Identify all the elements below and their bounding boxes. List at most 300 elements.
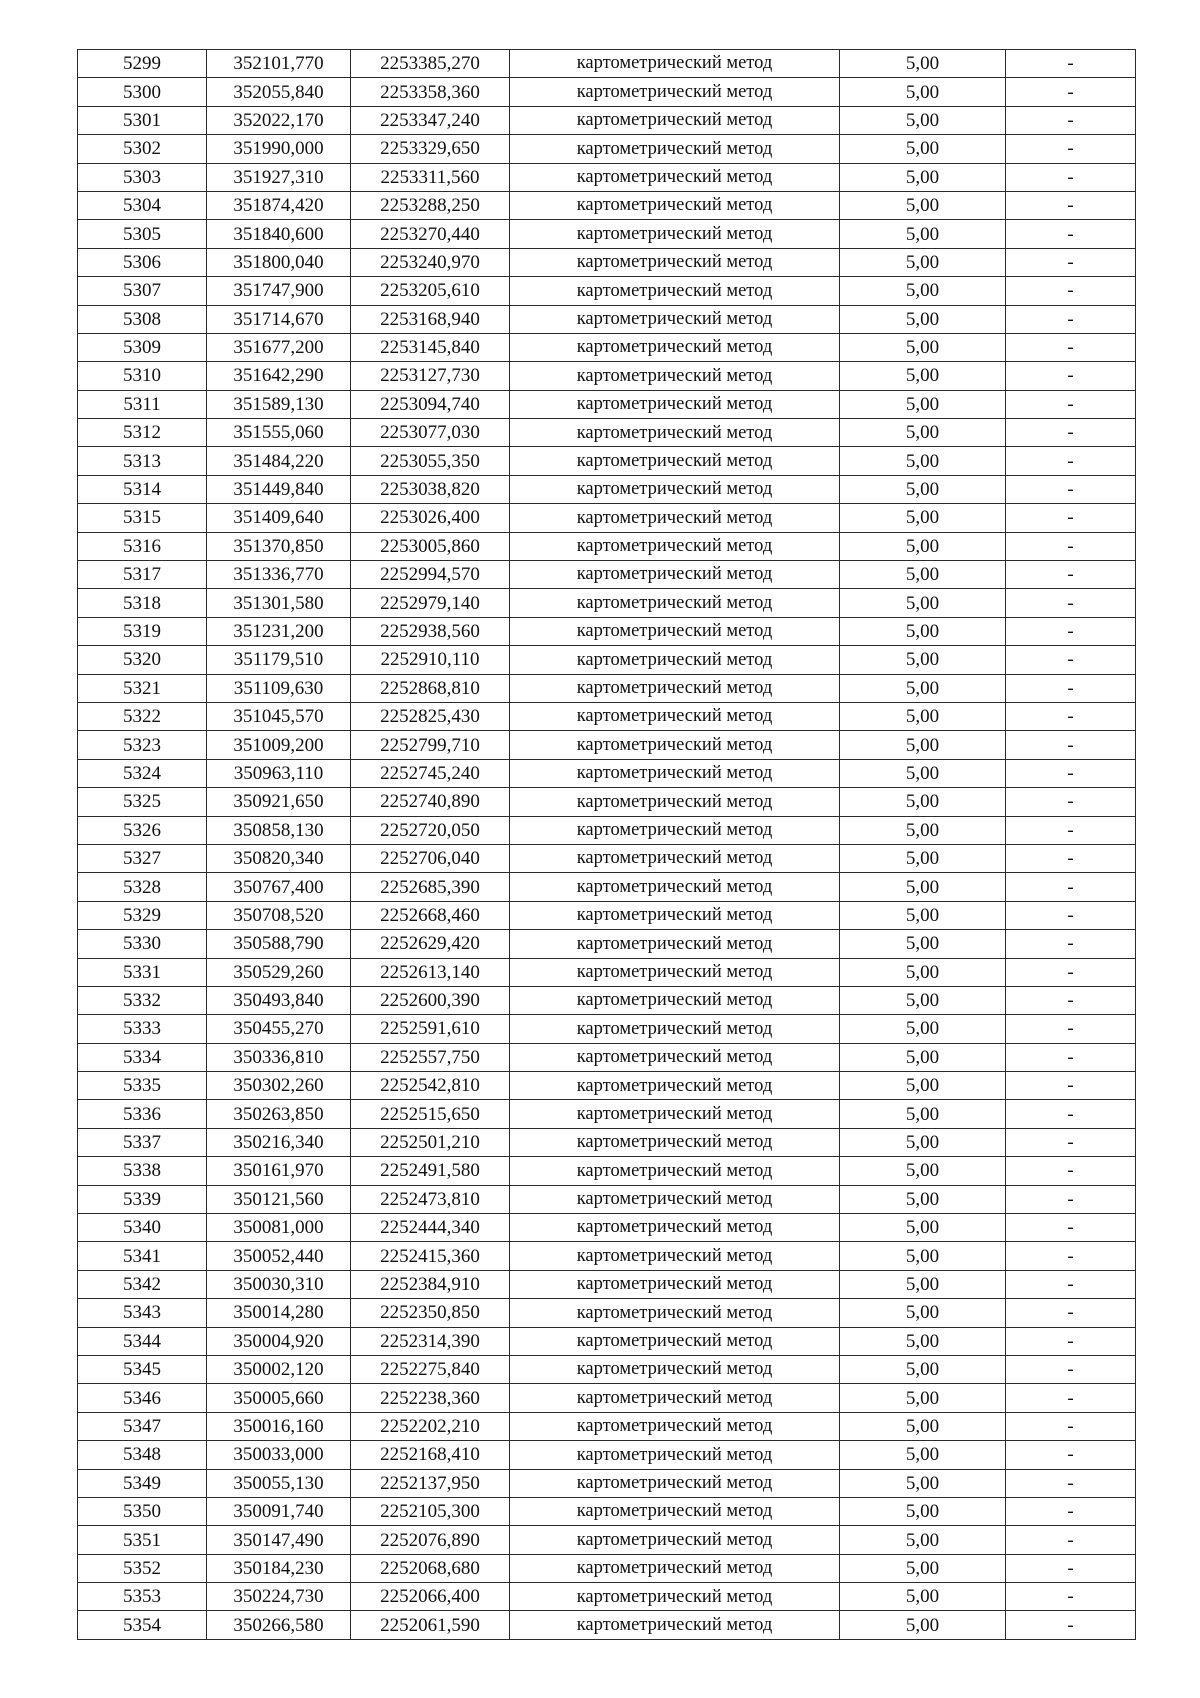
y-coordinate-cell: 2253311,560 bbox=[351, 163, 510, 191]
y-coordinate-cell: 2253127,730 bbox=[351, 362, 510, 390]
y-coordinate-cell: 2253288,250 bbox=[351, 191, 510, 219]
accuracy-cell: 5,00 bbox=[840, 1412, 1006, 1440]
x-coordinate-cell: 350963,110 bbox=[207, 759, 351, 787]
table-row bbox=[78, 504, 1136, 532]
note-cell: - bbox=[1006, 305, 1136, 333]
method-cell: картометрический метод bbox=[510, 1242, 840, 1270]
y-coordinate-cell: 2252557,750 bbox=[351, 1043, 510, 1071]
point-number-cell: 5315 bbox=[78, 504, 207, 532]
note-cell: - bbox=[1006, 617, 1136, 645]
y-coordinate-cell: 2252706,040 bbox=[351, 844, 510, 872]
accuracy-cell: 5,00 bbox=[840, 617, 1006, 645]
y-coordinate-cell: 2253077,030 bbox=[351, 419, 510, 447]
y-coordinate-cell: 2252629,420 bbox=[351, 930, 510, 958]
accuracy-cell: 5,00 bbox=[840, 1611, 1006, 1639]
y-coordinate-cell: 2252105,300 bbox=[351, 1497, 510, 1525]
table-row bbox=[78, 1015, 1136, 1043]
table-row bbox=[78, 873, 1136, 901]
x-coordinate-cell: 350005,660 bbox=[207, 1384, 351, 1412]
x-coordinate-cell: 351800,040 bbox=[207, 248, 351, 276]
method-cell: картометрический метод bbox=[510, 1384, 840, 1412]
x-coordinate-cell: 352022,170 bbox=[207, 106, 351, 134]
note-cell: - bbox=[1006, 447, 1136, 475]
x-coordinate-cell: 351370,850 bbox=[207, 532, 351, 560]
x-coordinate-cell: 350529,260 bbox=[207, 958, 351, 986]
x-coordinate-cell: 350708,520 bbox=[207, 901, 351, 929]
table-row bbox=[78, 333, 1136, 361]
note-cell: - bbox=[1006, 50, 1136, 78]
point-number-cell: 5309 bbox=[78, 333, 207, 361]
point-number-cell: 5317 bbox=[78, 561, 207, 589]
table-row bbox=[78, 475, 1136, 503]
point-number-cell: 5329 bbox=[78, 901, 207, 929]
point-number-cell: 5340 bbox=[78, 1214, 207, 1242]
y-coordinate-cell: 2252938,560 bbox=[351, 617, 510, 645]
point-number-cell: 5326 bbox=[78, 816, 207, 844]
point-number-cell: 5314 bbox=[78, 475, 207, 503]
point-number-cell: 5331 bbox=[78, 958, 207, 986]
y-coordinate-cell: 2253329,650 bbox=[351, 135, 510, 163]
point-number-cell: 5325 bbox=[78, 788, 207, 816]
note-cell: - bbox=[1006, 589, 1136, 617]
accuracy-cell: 5,00 bbox=[840, 1128, 1006, 1156]
y-coordinate-cell: 2252745,240 bbox=[351, 759, 510, 787]
note-cell: - bbox=[1006, 1583, 1136, 1611]
method-cell: картометрический метод bbox=[510, 1015, 840, 1043]
accuracy-cell: 5,00 bbox=[840, 1100, 1006, 1128]
note-cell: - bbox=[1006, 674, 1136, 702]
accuracy-cell: 5,00 bbox=[840, 674, 1006, 702]
x-coordinate-cell: 350121,560 bbox=[207, 1185, 351, 1213]
x-coordinate-cell: 351336,770 bbox=[207, 561, 351, 589]
point-number-cell: 5343 bbox=[78, 1299, 207, 1327]
x-coordinate-cell: 351555,060 bbox=[207, 419, 351, 447]
method-cell: картометрический метод bbox=[510, 50, 840, 78]
accuracy-cell: 5,00 bbox=[840, 1583, 1006, 1611]
point-number-cell: 5347 bbox=[78, 1412, 207, 1440]
point-number-cell: 5299 bbox=[78, 50, 207, 78]
accuracy-cell: 5,00 bbox=[840, 1214, 1006, 1242]
y-coordinate-cell: 2252613,140 bbox=[351, 958, 510, 986]
note-cell: - bbox=[1006, 561, 1136, 589]
point-number-cell: 5319 bbox=[78, 617, 207, 645]
x-coordinate-cell: 351747,900 bbox=[207, 277, 351, 305]
y-coordinate-cell: 2253270,440 bbox=[351, 220, 510, 248]
y-coordinate-cell: 2253038,820 bbox=[351, 475, 510, 503]
note-cell: - bbox=[1006, 731, 1136, 759]
note-cell: - bbox=[1006, 816, 1136, 844]
point-number-cell: 5308 bbox=[78, 305, 207, 333]
y-coordinate-cell: 2252202,210 bbox=[351, 1412, 510, 1440]
y-coordinate-cell: 2253145,840 bbox=[351, 333, 510, 361]
method-cell: картометрический метод bbox=[510, 447, 840, 475]
x-coordinate-cell: 350266,580 bbox=[207, 1611, 351, 1639]
note-cell: - bbox=[1006, 1072, 1136, 1100]
accuracy-cell: 5,00 bbox=[840, 873, 1006, 901]
table-row bbox=[78, 1441, 1136, 1469]
accuracy-cell: 5,00 bbox=[840, 1043, 1006, 1071]
table-row bbox=[78, 617, 1136, 645]
table-row bbox=[78, 930, 1136, 958]
point-number-cell: 5333 bbox=[78, 1015, 207, 1043]
y-coordinate-cell: 2252979,140 bbox=[351, 589, 510, 617]
table-row bbox=[78, 1185, 1136, 1213]
accuracy-cell: 5,00 bbox=[840, 844, 1006, 872]
y-coordinate-cell: 2252350,850 bbox=[351, 1299, 510, 1327]
table-row bbox=[78, 816, 1136, 844]
accuracy-cell: 5,00 bbox=[840, 220, 1006, 248]
table-row bbox=[78, 674, 1136, 702]
x-coordinate-cell: 351109,630 bbox=[207, 674, 351, 702]
table-row bbox=[78, 731, 1136, 759]
x-coordinate-cell: 350224,730 bbox=[207, 1583, 351, 1611]
y-coordinate-cell: 2252994,570 bbox=[351, 561, 510, 589]
y-coordinate-cell: 2252591,610 bbox=[351, 1015, 510, 1043]
point-number-cell: 5337 bbox=[78, 1128, 207, 1156]
point-number-cell: 5320 bbox=[78, 646, 207, 674]
method-cell: картометрический метод bbox=[510, 362, 840, 390]
method-cell: картометрический метод bbox=[510, 958, 840, 986]
note-cell: - bbox=[1006, 930, 1136, 958]
method-cell: картометрический метод bbox=[510, 504, 840, 532]
method-cell: картометрический метод bbox=[510, 1355, 840, 1383]
point-number-cell: 5338 bbox=[78, 1157, 207, 1185]
y-coordinate-cell: 2252668,460 bbox=[351, 901, 510, 929]
x-coordinate-cell: 350081,000 bbox=[207, 1214, 351, 1242]
table-row bbox=[78, 305, 1136, 333]
method-cell: картометрический метод bbox=[510, 248, 840, 276]
table-row bbox=[78, 78, 1136, 106]
accuracy-cell: 5,00 bbox=[840, 333, 1006, 361]
accuracy-cell: 5,00 bbox=[840, 1355, 1006, 1383]
note-cell: - bbox=[1006, 986, 1136, 1014]
point-number-cell: 5332 bbox=[78, 986, 207, 1014]
method-cell: картометрический метод bbox=[510, 277, 840, 305]
method-cell: картометрический метод bbox=[510, 646, 840, 674]
point-number-cell: 5328 bbox=[78, 873, 207, 901]
accuracy-cell: 5,00 bbox=[840, 50, 1006, 78]
note-cell: - bbox=[1006, 1128, 1136, 1156]
x-coordinate-cell: 350014,280 bbox=[207, 1299, 351, 1327]
point-number-cell: 5334 bbox=[78, 1043, 207, 1071]
accuracy-cell: 5,00 bbox=[840, 901, 1006, 929]
method-cell: картометрический метод bbox=[510, 816, 840, 844]
x-coordinate-cell: 350455,270 bbox=[207, 1015, 351, 1043]
accuracy-cell: 5,00 bbox=[840, 475, 1006, 503]
point-number-cell: 5345 bbox=[78, 1355, 207, 1383]
y-coordinate-cell: 2252491,580 bbox=[351, 1157, 510, 1185]
x-coordinate-cell: 350147,490 bbox=[207, 1526, 351, 1554]
y-coordinate-cell: 2252740,890 bbox=[351, 788, 510, 816]
point-number-cell: 5330 bbox=[78, 930, 207, 958]
point-number-cell: 5301 bbox=[78, 106, 207, 134]
x-coordinate-cell: 350016,160 bbox=[207, 1412, 351, 1440]
accuracy-cell: 5,00 bbox=[840, 1526, 1006, 1554]
accuracy-cell: 5,00 bbox=[840, 419, 1006, 447]
point-number-cell: 5323 bbox=[78, 731, 207, 759]
x-coordinate-cell: 351927,310 bbox=[207, 163, 351, 191]
note-cell: - bbox=[1006, 163, 1136, 191]
y-coordinate-cell: 2252384,910 bbox=[351, 1270, 510, 1298]
y-coordinate-cell: 2252799,710 bbox=[351, 731, 510, 759]
accuracy-cell: 5,00 bbox=[840, 958, 1006, 986]
y-coordinate-cell: 2252066,400 bbox=[351, 1583, 510, 1611]
y-coordinate-cell: 2252542,810 bbox=[351, 1072, 510, 1100]
method-cell: картометрический метод bbox=[510, 702, 840, 730]
method-cell: картометрический метод bbox=[510, 674, 840, 702]
note-cell: - bbox=[1006, 504, 1136, 532]
note-cell: - bbox=[1006, 1384, 1136, 1412]
y-coordinate-cell: 2252061,590 bbox=[351, 1611, 510, 1639]
note-cell: - bbox=[1006, 1043, 1136, 1071]
note-cell: - bbox=[1006, 844, 1136, 872]
x-coordinate-cell: 351874,420 bbox=[207, 191, 351, 219]
point-number-cell: 5322 bbox=[78, 702, 207, 730]
accuracy-cell: 5,00 bbox=[840, 1327, 1006, 1355]
accuracy-cell: 5,00 bbox=[840, 362, 1006, 390]
accuracy-cell: 5,00 bbox=[840, 447, 1006, 475]
method-cell: картометрический метод bbox=[510, 731, 840, 759]
y-coordinate-cell: 2253055,350 bbox=[351, 447, 510, 475]
y-coordinate-cell: 2252501,210 bbox=[351, 1128, 510, 1156]
table-row bbox=[78, 447, 1136, 475]
table-row bbox=[78, 277, 1136, 305]
y-coordinate-cell: 2252238,360 bbox=[351, 1384, 510, 1412]
coordinates-table bbox=[77, 49, 1136, 1640]
table-row bbox=[78, 702, 1136, 730]
point-number-cell: 5307 bbox=[78, 277, 207, 305]
note-cell: - bbox=[1006, 106, 1136, 134]
point-number-cell: 5335 bbox=[78, 1072, 207, 1100]
y-coordinate-cell: 2253240,970 bbox=[351, 248, 510, 276]
method-cell: картометрический метод bbox=[510, 759, 840, 787]
x-coordinate-cell: 351409,640 bbox=[207, 504, 351, 532]
accuracy-cell: 5,00 bbox=[840, 646, 1006, 674]
table-row bbox=[78, 1611, 1136, 1639]
table-row bbox=[78, 106, 1136, 134]
point-number-cell: 5303 bbox=[78, 163, 207, 191]
point-number-cell: 5352 bbox=[78, 1554, 207, 1582]
accuracy-cell: 5,00 bbox=[840, 1242, 1006, 1270]
table-row bbox=[78, 1412, 1136, 1440]
y-coordinate-cell: 2253358,360 bbox=[351, 78, 510, 106]
method-cell: картометрический метод bbox=[510, 1526, 840, 1554]
table-row bbox=[78, 1270, 1136, 1298]
point-number-cell: 5316 bbox=[78, 532, 207, 560]
method-cell: картометрический метод bbox=[510, 191, 840, 219]
x-coordinate-cell: 351301,580 bbox=[207, 589, 351, 617]
method-cell: картометрический метод bbox=[510, 986, 840, 1014]
point-number-cell: 5327 bbox=[78, 844, 207, 872]
table-row bbox=[78, 1043, 1136, 1071]
note-cell: - bbox=[1006, 1100, 1136, 1128]
method-cell: картометрический метод bbox=[510, 106, 840, 134]
y-coordinate-cell: 2252720,050 bbox=[351, 816, 510, 844]
accuracy-cell: 5,00 bbox=[840, 1497, 1006, 1525]
y-coordinate-cell: 2252168,410 bbox=[351, 1441, 510, 1469]
method-cell: картометрический метод bbox=[510, 617, 840, 645]
x-coordinate-cell: 350263,850 bbox=[207, 1100, 351, 1128]
accuracy-cell: 5,00 bbox=[840, 816, 1006, 844]
method-cell: картометрический метод bbox=[510, 1100, 840, 1128]
point-number-cell: 5342 bbox=[78, 1270, 207, 1298]
y-coordinate-cell: 2252275,840 bbox=[351, 1355, 510, 1383]
x-coordinate-cell: 350767,400 bbox=[207, 873, 351, 901]
note-cell: - bbox=[1006, 475, 1136, 503]
accuracy-cell: 5,00 bbox=[840, 788, 1006, 816]
y-coordinate-cell: 2252076,890 bbox=[351, 1526, 510, 1554]
table-row bbox=[78, 1497, 1136, 1525]
y-coordinate-cell: 2253094,740 bbox=[351, 390, 510, 418]
table-row bbox=[78, 759, 1136, 787]
point-number-cell: 5312 bbox=[78, 419, 207, 447]
method-cell: картометрический метод bbox=[510, 1157, 840, 1185]
table-row bbox=[78, 1583, 1136, 1611]
note-cell: - bbox=[1006, 1441, 1136, 1469]
coordinates-table-body bbox=[78, 50, 1136, 1640]
point-number-cell: 5318 bbox=[78, 589, 207, 617]
note-cell: - bbox=[1006, 1214, 1136, 1242]
y-coordinate-cell: 2252068,680 bbox=[351, 1554, 510, 1582]
method-cell: картометрический метод bbox=[510, 1072, 840, 1100]
note-cell: - bbox=[1006, 702, 1136, 730]
y-coordinate-cell: 2252444,340 bbox=[351, 1214, 510, 1242]
x-coordinate-cell: 350002,120 bbox=[207, 1355, 351, 1383]
note-cell: - bbox=[1006, 1270, 1136, 1298]
note-cell: - bbox=[1006, 1554, 1136, 1582]
method-cell: картометрический метод bbox=[510, 78, 840, 106]
point-number-cell: 5313 bbox=[78, 447, 207, 475]
accuracy-cell: 5,00 bbox=[840, 1469, 1006, 1497]
table-row bbox=[78, 362, 1136, 390]
method-cell: картометрический метод bbox=[510, 1497, 840, 1525]
note-cell: - bbox=[1006, 248, 1136, 276]
x-coordinate-cell: 350055,130 bbox=[207, 1469, 351, 1497]
x-coordinate-cell: 352101,770 bbox=[207, 50, 351, 78]
table-row bbox=[78, 844, 1136, 872]
method-cell: картометрический метод bbox=[510, 163, 840, 191]
x-coordinate-cell: 350030,310 bbox=[207, 1270, 351, 1298]
x-coordinate-cell: 350184,230 bbox=[207, 1554, 351, 1582]
table-row bbox=[78, 248, 1136, 276]
note-cell: - bbox=[1006, 1157, 1136, 1185]
table-row bbox=[78, 986, 1136, 1014]
accuracy-cell: 5,00 bbox=[840, 702, 1006, 730]
x-coordinate-cell: 351009,200 bbox=[207, 731, 351, 759]
y-coordinate-cell: 2252415,360 bbox=[351, 1242, 510, 1270]
note-cell: - bbox=[1006, 1242, 1136, 1270]
point-number-cell: 5344 bbox=[78, 1327, 207, 1355]
y-coordinate-cell: 2253168,940 bbox=[351, 305, 510, 333]
x-coordinate-cell: 351677,200 bbox=[207, 333, 351, 361]
point-number-cell: 5310 bbox=[78, 362, 207, 390]
x-coordinate-cell: 350820,340 bbox=[207, 844, 351, 872]
x-coordinate-cell: 350588,790 bbox=[207, 930, 351, 958]
x-coordinate-cell: 350161,970 bbox=[207, 1157, 351, 1185]
document-page bbox=[77, 49, 1135, 1640]
method-cell: картометрический метод bbox=[510, 1214, 840, 1242]
method-cell: картометрический метод bbox=[510, 873, 840, 901]
table-row bbox=[78, 1526, 1136, 1554]
table-row bbox=[78, 419, 1136, 447]
note-cell: - bbox=[1006, 873, 1136, 901]
accuracy-cell: 5,00 bbox=[840, 78, 1006, 106]
point-number-cell: 5324 bbox=[78, 759, 207, 787]
table-row bbox=[78, 220, 1136, 248]
point-number-cell: 5339 bbox=[78, 1185, 207, 1213]
accuracy-cell: 5,00 bbox=[840, 1270, 1006, 1298]
method-cell: картометрический метод bbox=[510, 1611, 840, 1639]
accuracy-cell: 5,00 bbox=[840, 135, 1006, 163]
accuracy-cell: 5,00 bbox=[840, 191, 1006, 219]
point-number-cell: 5302 bbox=[78, 135, 207, 163]
accuracy-cell: 5,00 bbox=[840, 163, 1006, 191]
y-coordinate-cell: 2253005,860 bbox=[351, 532, 510, 560]
note-cell: - bbox=[1006, 362, 1136, 390]
x-coordinate-cell: 352055,840 bbox=[207, 78, 351, 106]
y-coordinate-cell: 2252473,810 bbox=[351, 1185, 510, 1213]
note-cell: - bbox=[1006, 646, 1136, 674]
table-row bbox=[78, 1128, 1136, 1156]
method-cell: картометрический метод bbox=[510, 589, 840, 617]
method-cell: картометрический метод bbox=[510, 390, 840, 418]
note-cell: - bbox=[1006, 901, 1136, 929]
note-cell: - bbox=[1006, 1526, 1136, 1554]
table-row bbox=[78, 390, 1136, 418]
note-cell: - bbox=[1006, 1469, 1136, 1497]
method-cell: картометрический метод bbox=[510, 561, 840, 589]
point-number-cell: 5305 bbox=[78, 220, 207, 248]
method-cell: картометрический метод bbox=[510, 220, 840, 248]
method-cell: картометрический метод bbox=[510, 475, 840, 503]
accuracy-cell: 5,00 bbox=[840, 305, 1006, 333]
point-number-cell: 5341 bbox=[78, 1242, 207, 1270]
point-number-cell: 5346 bbox=[78, 1384, 207, 1412]
note-cell: - bbox=[1006, 135, 1136, 163]
note-cell: - bbox=[1006, 419, 1136, 447]
point-number-cell: 5351 bbox=[78, 1526, 207, 1554]
x-coordinate-cell: 351179,510 bbox=[207, 646, 351, 674]
note-cell: - bbox=[1006, 191, 1136, 219]
x-coordinate-cell: 351231,200 bbox=[207, 617, 351, 645]
method-cell: картометрический метод bbox=[510, 788, 840, 816]
accuracy-cell: 5,00 bbox=[840, 1185, 1006, 1213]
y-coordinate-cell: 2253385,270 bbox=[351, 50, 510, 78]
accuracy-cell: 5,00 bbox=[840, 1384, 1006, 1412]
table-row bbox=[78, 135, 1136, 163]
method-cell: картометрический метод bbox=[510, 901, 840, 929]
method-cell: картометрический метод bbox=[510, 1270, 840, 1298]
note-cell: - bbox=[1006, 759, 1136, 787]
table-row bbox=[78, 788, 1136, 816]
accuracy-cell: 5,00 bbox=[840, 1072, 1006, 1100]
table-row bbox=[78, 1327, 1136, 1355]
x-coordinate-cell: 350216,340 bbox=[207, 1128, 351, 1156]
accuracy-cell: 5,00 bbox=[840, 1157, 1006, 1185]
note-cell: - bbox=[1006, 277, 1136, 305]
method-cell: картометрический метод bbox=[510, 333, 840, 361]
point-number-cell: 5304 bbox=[78, 191, 207, 219]
x-coordinate-cell: 351589,130 bbox=[207, 390, 351, 418]
method-cell: картометрический метод bbox=[510, 419, 840, 447]
table-row bbox=[78, 1100, 1136, 1128]
y-coordinate-cell: 2252137,950 bbox=[351, 1469, 510, 1497]
table-row bbox=[78, 1355, 1136, 1383]
note-cell: - bbox=[1006, 333, 1136, 361]
y-coordinate-cell: 2252515,650 bbox=[351, 1100, 510, 1128]
note-cell: - bbox=[1006, 220, 1136, 248]
y-coordinate-cell: 2252910,110 bbox=[351, 646, 510, 674]
